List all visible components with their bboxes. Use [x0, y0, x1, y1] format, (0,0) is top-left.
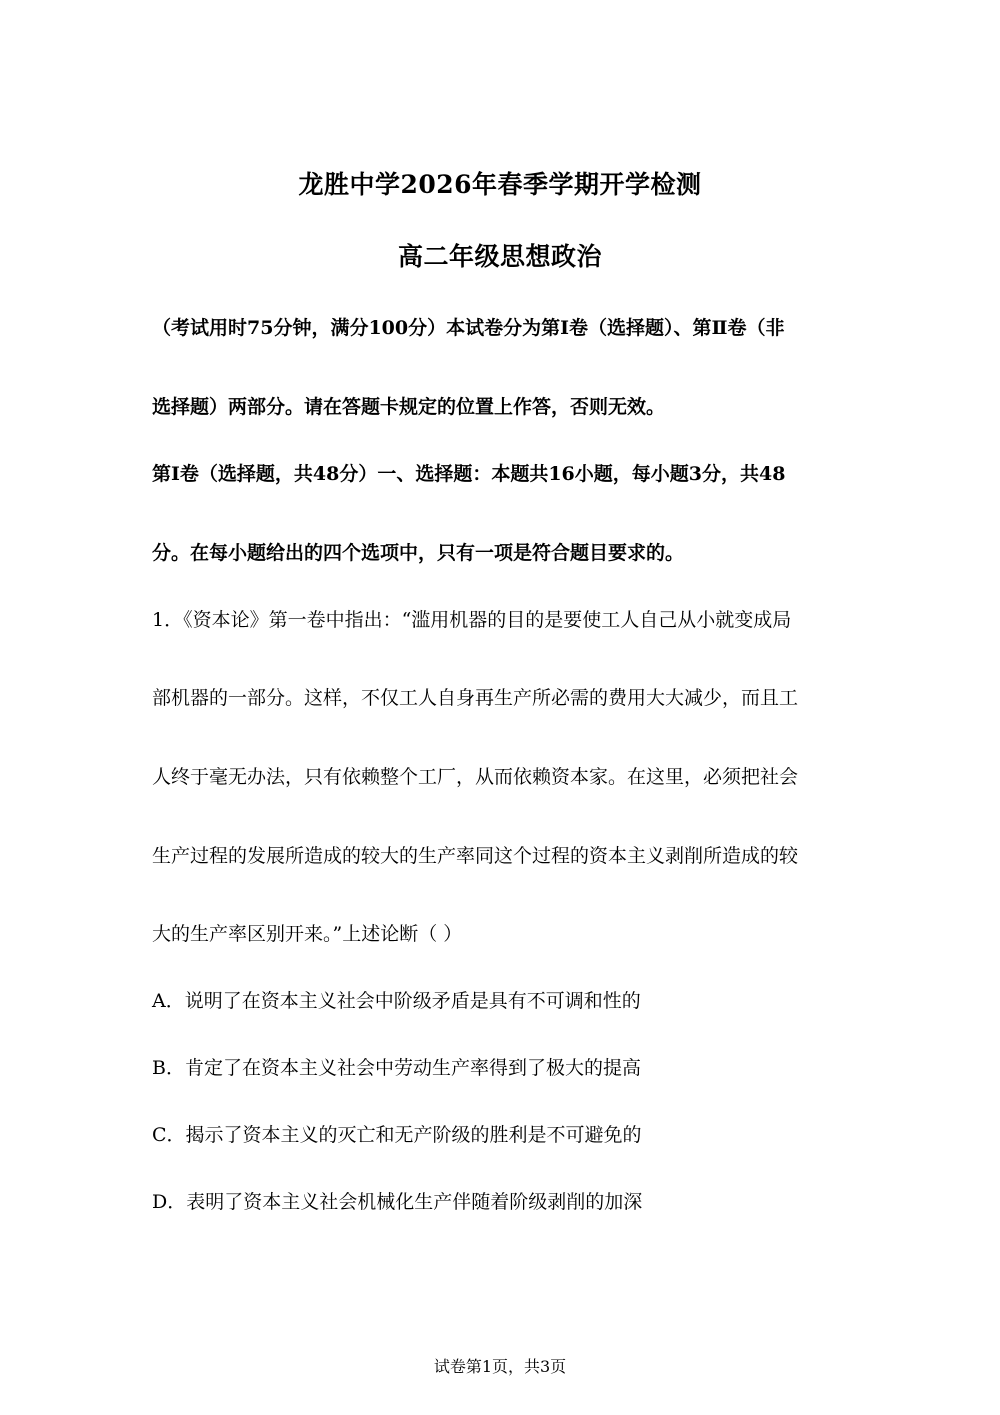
question-stem-line: 生产过程的发展所造成的较大的生产率同这个过程的资本主义剥削所造成的较 [152, 845, 799, 867]
page-footer: 试卷第1页，共3页 [433, 1357, 567, 1376]
question-stem-line: 部机器的一部分。这样，不仅工人自身再生产所必需的费用大大减少，而且工 [152, 687, 799, 709]
exam-title: 龙胜中学2026年春季学期开学检测 [298, 170, 702, 199]
instructions-line-1: （考试用时75分钟，满分100分）本试卷分为第Ⅰ卷（选择题）、第Ⅱ卷（非 [152, 317, 785, 339]
option-d: D．表明了资本主义社会机械化生产伴随着阶级剥削的加深 [152, 1191, 643, 1213]
exam-subtitle: 高二年级思想政治 [397, 242, 602, 271]
option-c: C．揭示了资本主义的灭亡和无产阶级的胜利是不可避免的 [152, 1124, 642, 1146]
section-heading-line-2: 分。在每小题给出的四个选项中，只有一项是符合题目要求的。 [152, 542, 685, 564]
question-stem-line: 人终于毫无办法，只有依赖整个工厂，从而依赖资本家。在这里，必须把社会 [152, 766, 799, 788]
option-a: A．说明了在资本主义社会中阶级矛盾是具有不可调和性的 [152, 990, 641, 1012]
question-stem-line: 1．《资本论》第一卷中指出：“滥用机器的目的是要使工人自己从小就变成局 [152, 609, 792, 631]
instructions-line-2: 选择题）两部分。请在答题卡规定的位置上作答，否则无效。 [152, 396, 666, 418]
question-stem-line: 大的生产率区别开来。”上述论断（ ） [152, 923, 463, 945]
section-heading-line-1: 第Ⅰ卷（选择题，共48分）一、选择题：本题共16小题，每小题3分，共48 [152, 463, 786, 485]
option-b: B．肯定了在资本主义社会中劳动生产率得到了极大的提高 [152, 1057, 641, 1079]
